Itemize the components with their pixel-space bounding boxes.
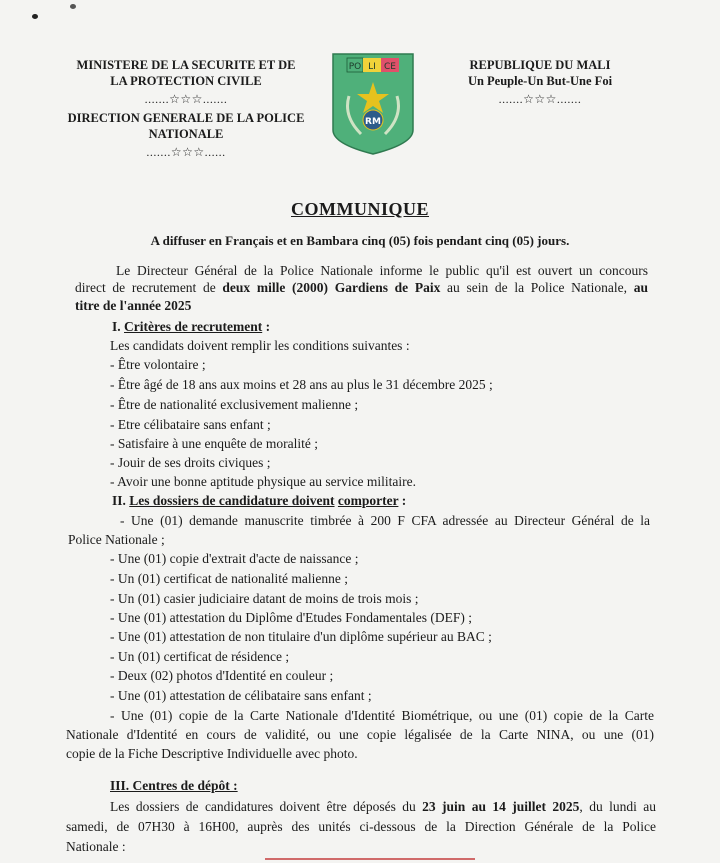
section-2-heading: II. Les dossiers de candidature doivent comporter :: [112, 493, 407, 508]
ink-smudge: [32, 14, 38, 19]
emblem-letters-li: LI: [368, 62, 376, 72]
republic-motto: Un Peuple-Un But-Une Foi: [467, 74, 613, 88]
dossier-item: - Un (01) casier judiciaire datant de moins de trois mois ;: [110, 591, 419, 606]
dossier-item-cont: Nationale d'Identité en cours de validité, ou une copie légalisée de la Carte NINA, ou une (01): [66, 727, 654, 742]
dossier-item-cont: Police Nationale ;: [68, 532, 165, 547]
header-stars: .......☆☆☆.......: [498, 92, 582, 106]
emblem-letters-ce: CE: [384, 62, 396, 72]
dossier-item-cont: copie de la Fiche Descriptive Individuelle avec photo.: [66, 746, 358, 761]
direction-name-line2: NATIONALE: [148, 127, 224, 141]
direction-name-line1: DIRECTION GENERALE DE LA POLICE: [67, 111, 305, 125]
republic-name: REPUBLIQUE DU MALI: [469, 58, 611, 72]
document-subtitle: A diffuser en Français et en Bambara cinq (05) fois pendant cinq (05) jours.: [150, 233, 570, 248]
criteria-item: - Être de nationalité exclusivement malienne ;: [110, 397, 359, 412]
dossier-item: - Une (01) attestation de non titulaire d'un diplôme supérieur au BAC ;: [110, 629, 492, 644]
criteria-item: - Etre célibataire sans enfant ;: [110, 417, 271, 432]
intro-line-1: Le Directeur Général de la Police Nationale informe le public qu'il est ouvert un concours: [116, 263, 648, 278]
criteria-item: - Satisfaire à une enquête de moralité ;: [110, 436, 319, 451]
emblem-letters-po: PO: [348, 62, 362, 72]
header-stars: .......☆☆☆.......: [144, 92, 228, 106]
police-emblem-icon: [331, 52, 415, 156]
dossier-item: - Une (01) demande manuscrite timbrée à 200 F CFA adressée au Directeur Général de la: [120, 513, 650, 528]
ink-smudge: [70, 4, 76, 9]
depot-line-3: Nationale :: [66, 839, 126, 854]
depot-line-2: samedi, de 07H30 à 16H00, auprès des unités ci-dessous de la Direction Générale de la Police: [66, 819, 656, 834]
depot-line-1: Les dossiers de candidatures doivent être déposés du 23 juin au 14 juillet 2025, du lundi au: [110, 799, 656, 814]
dossier-item: - Deux (02) photos d'Identité en couleur ;: [110, 668, 334, 683]
dossier-item: - Un (01) certificat de nationalité malienne ;: [110, 571, 349, 586]
dossier-item: - Une (01) copie de la Carte Nationale d'Identité Biométrique, ou une (01) copie de la Carte: [110, 708, 654, 723]
dossier-item: - Une (01) attestation du Diplôme d'Etudes Fondamentales (DEF) ;: [110, 610, 472, 625]
ministry-name-line1: MINISTERE DE LA SECURITE ET DE: [76, 58, 296, 72]
criteria-item: - Avoir une bonne aptitude physique au service militaire.: [110, 474, 417, 489]
ministry-header: [60, 57, 312, 160]
republic-header: [440, 57, 640, 107]
section-3-heading: III. Centres de dépôt :: [110, 778, 238, 793]
intro-line-2: direct de recrutement de deux mille (2000) Gardiens de Paix au sein de la Police Nationale, au: [75, 280, 648, 295]
criteria-item: - Être volontaire ;: [110, 357, 206, 372]
document-title: COMMUNIQUE: [291, 199, 429, 219]
dossier-item: - Un (01) certificat de résidence ;: [110, 649, 290, 664]
header-stars: .......☆☆☆......: [146, 145, 226, 159]
dossier-item: - Une (01) copie d'extrait d'acte de naissance ;: [110, 551, 359, 566]
section-1-heading: I. Critères de recrutement :: [112, 319, 271, 334]
criteria-item: - Jouir de ses droits civiques ;: [110, 455, 271, 470]
dossier-item: - Une (01) attestation de célibataire sans enfant ;: [110, 688, 372, 703]
criteria-item: - Être âgé de 18 ans aux moins et 28 ans au plus le 31 décembre 2025 ;: [110, 377, 493, 392]
red-underline-fragment: [265, 858, 475, 860]
intro-line-3: titre de l'année 2025: [75, 298, 192, 313]
emblem-initials: RM: [365, 117, 381, 127]
ministry-name-line2: LA PROTECTION CIVILE: [110, 74, 262, 88]
section-1-intro: Les candidats doivent remplir les conditions suivantes :: [110, 338, 410, 353]
